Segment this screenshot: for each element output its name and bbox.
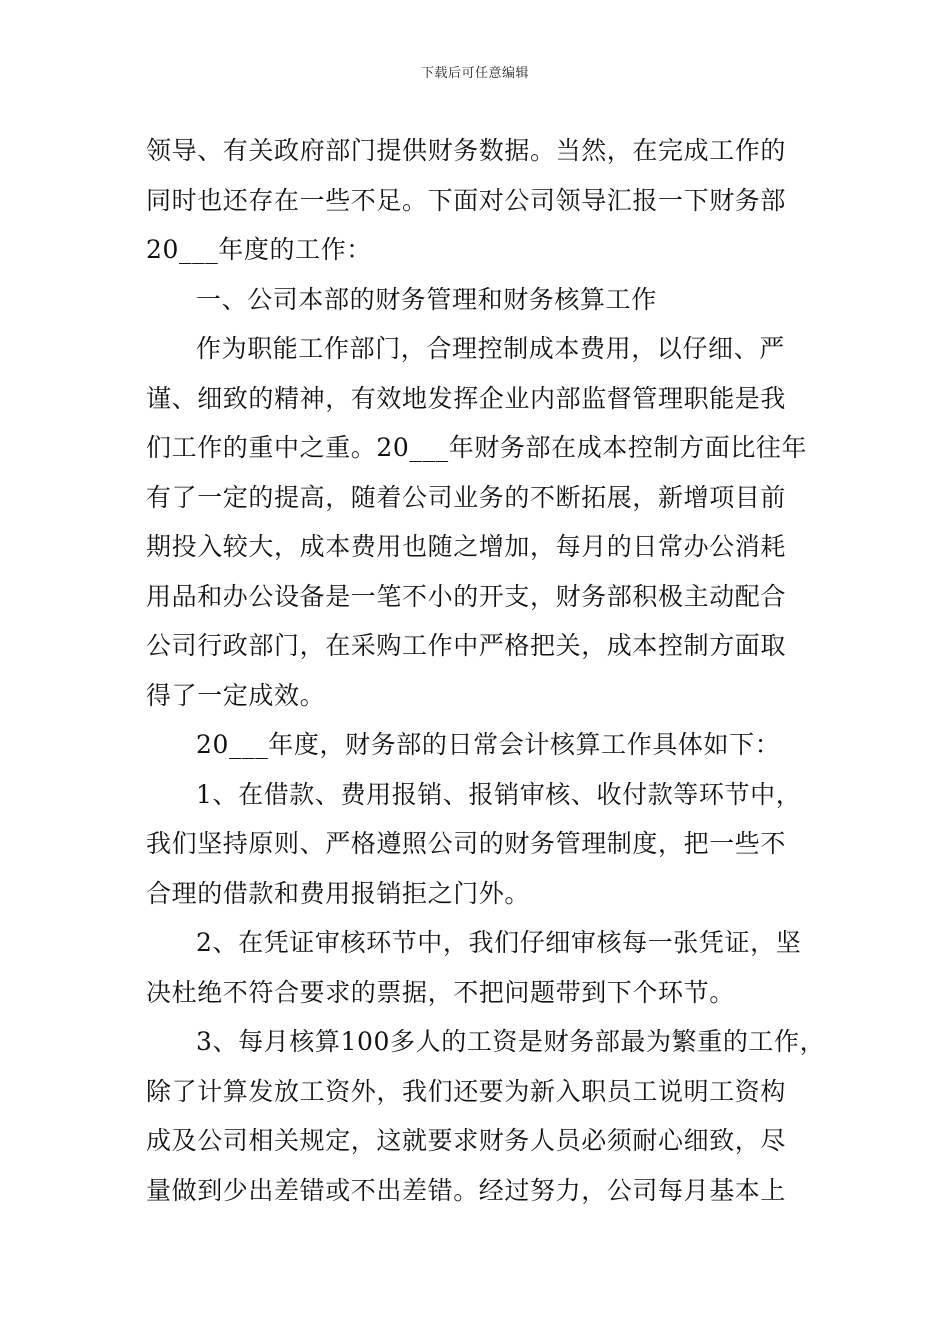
text-line: 20___年度的工作： <box>146 235 372 264</box>
text-line: 期投入较大，成本费用也随之增加，每月的日常办公消耗 <box>146 532 787 561</box>
text-line: 3、每月核算100多人的工资是财务部最为繁重的工作， <box>196 1027 826 1056</box>
text-line: 1、在借款、费用报销、报销审核、收付款等环节中， <box>196 779 802 809</box>
text-line: 得了一定成效。 <box>146 680 326 710</box>
text-line: 领导、有关政府部门提供财务数据。当然，在完成工作的 <box>146 136 787 165</box>
text-line: 20___年度，财务部的日常会计核算工作具体如下： <box>196 730 781 759</box>
text-line: 2、在凭证审核环节中，我们仔细审核每一张凭证，坚 <box>196 928 802 957</box>
text-line: 决杜绝不符合要求的票据，不把问题带到下个环节。 <box>146 977 735 1007</box>
text-line: 有了一定的提高，随着公司业务的不断拓展，新增项目前 <box>146 482 787 512</box>
text-line: 我们坚持原则、严格遵照公司的财务管理制度，把一些不 <box>146 829 787 858</box>
text-line: 们工作的重中之重。20___年财务部在成本控制方面比往年 <box>146 433 808 462</box>
text-line: 作为职能工作部门，合理控制成本费用，以仔细、严 <box>196 334 785 363</box>
text-line: 用品和办公设备是一笔不小的开支，财务部积极主动配合 <box>146 581 787 611</box>
page-header: 下载后可任意编辑 <box>420 66 529 81</box>
text-line: 合理的借款和费用报销拒之门外。 <box>146 878 531 908</box>
text-line: 成及公司相关规定，这就要求财务人员必须耐心细致，尽 <box>146 1126 787 1155</box>
text-line: 同时也还存在一些不足。下面对公司领导汇报一下财务部 <box>146 185 787 215</box>
text-line: 公司行政部门，在采购工作中严格把关，成本控制方面取 <box>146 631 787 660</box>
document-body <box>146 126 826 1215</box>
text-line: 一、公司本部的财务管理和财务核算工作 <box>196 284 657 314</box>
text-line: 量做到少出差错或不出差错。经过努力，公司每月基本上 <box>146 1175 787 1205</box>
text-line: 除了计算发放工资外，我们还要为新入职员工说明工资构 <box>146 1076 787 1106</box>
text-line: 谨、细致的精神，有效地发挥企业内部监督管理职能是我 <box>146 383 787 413</box>
